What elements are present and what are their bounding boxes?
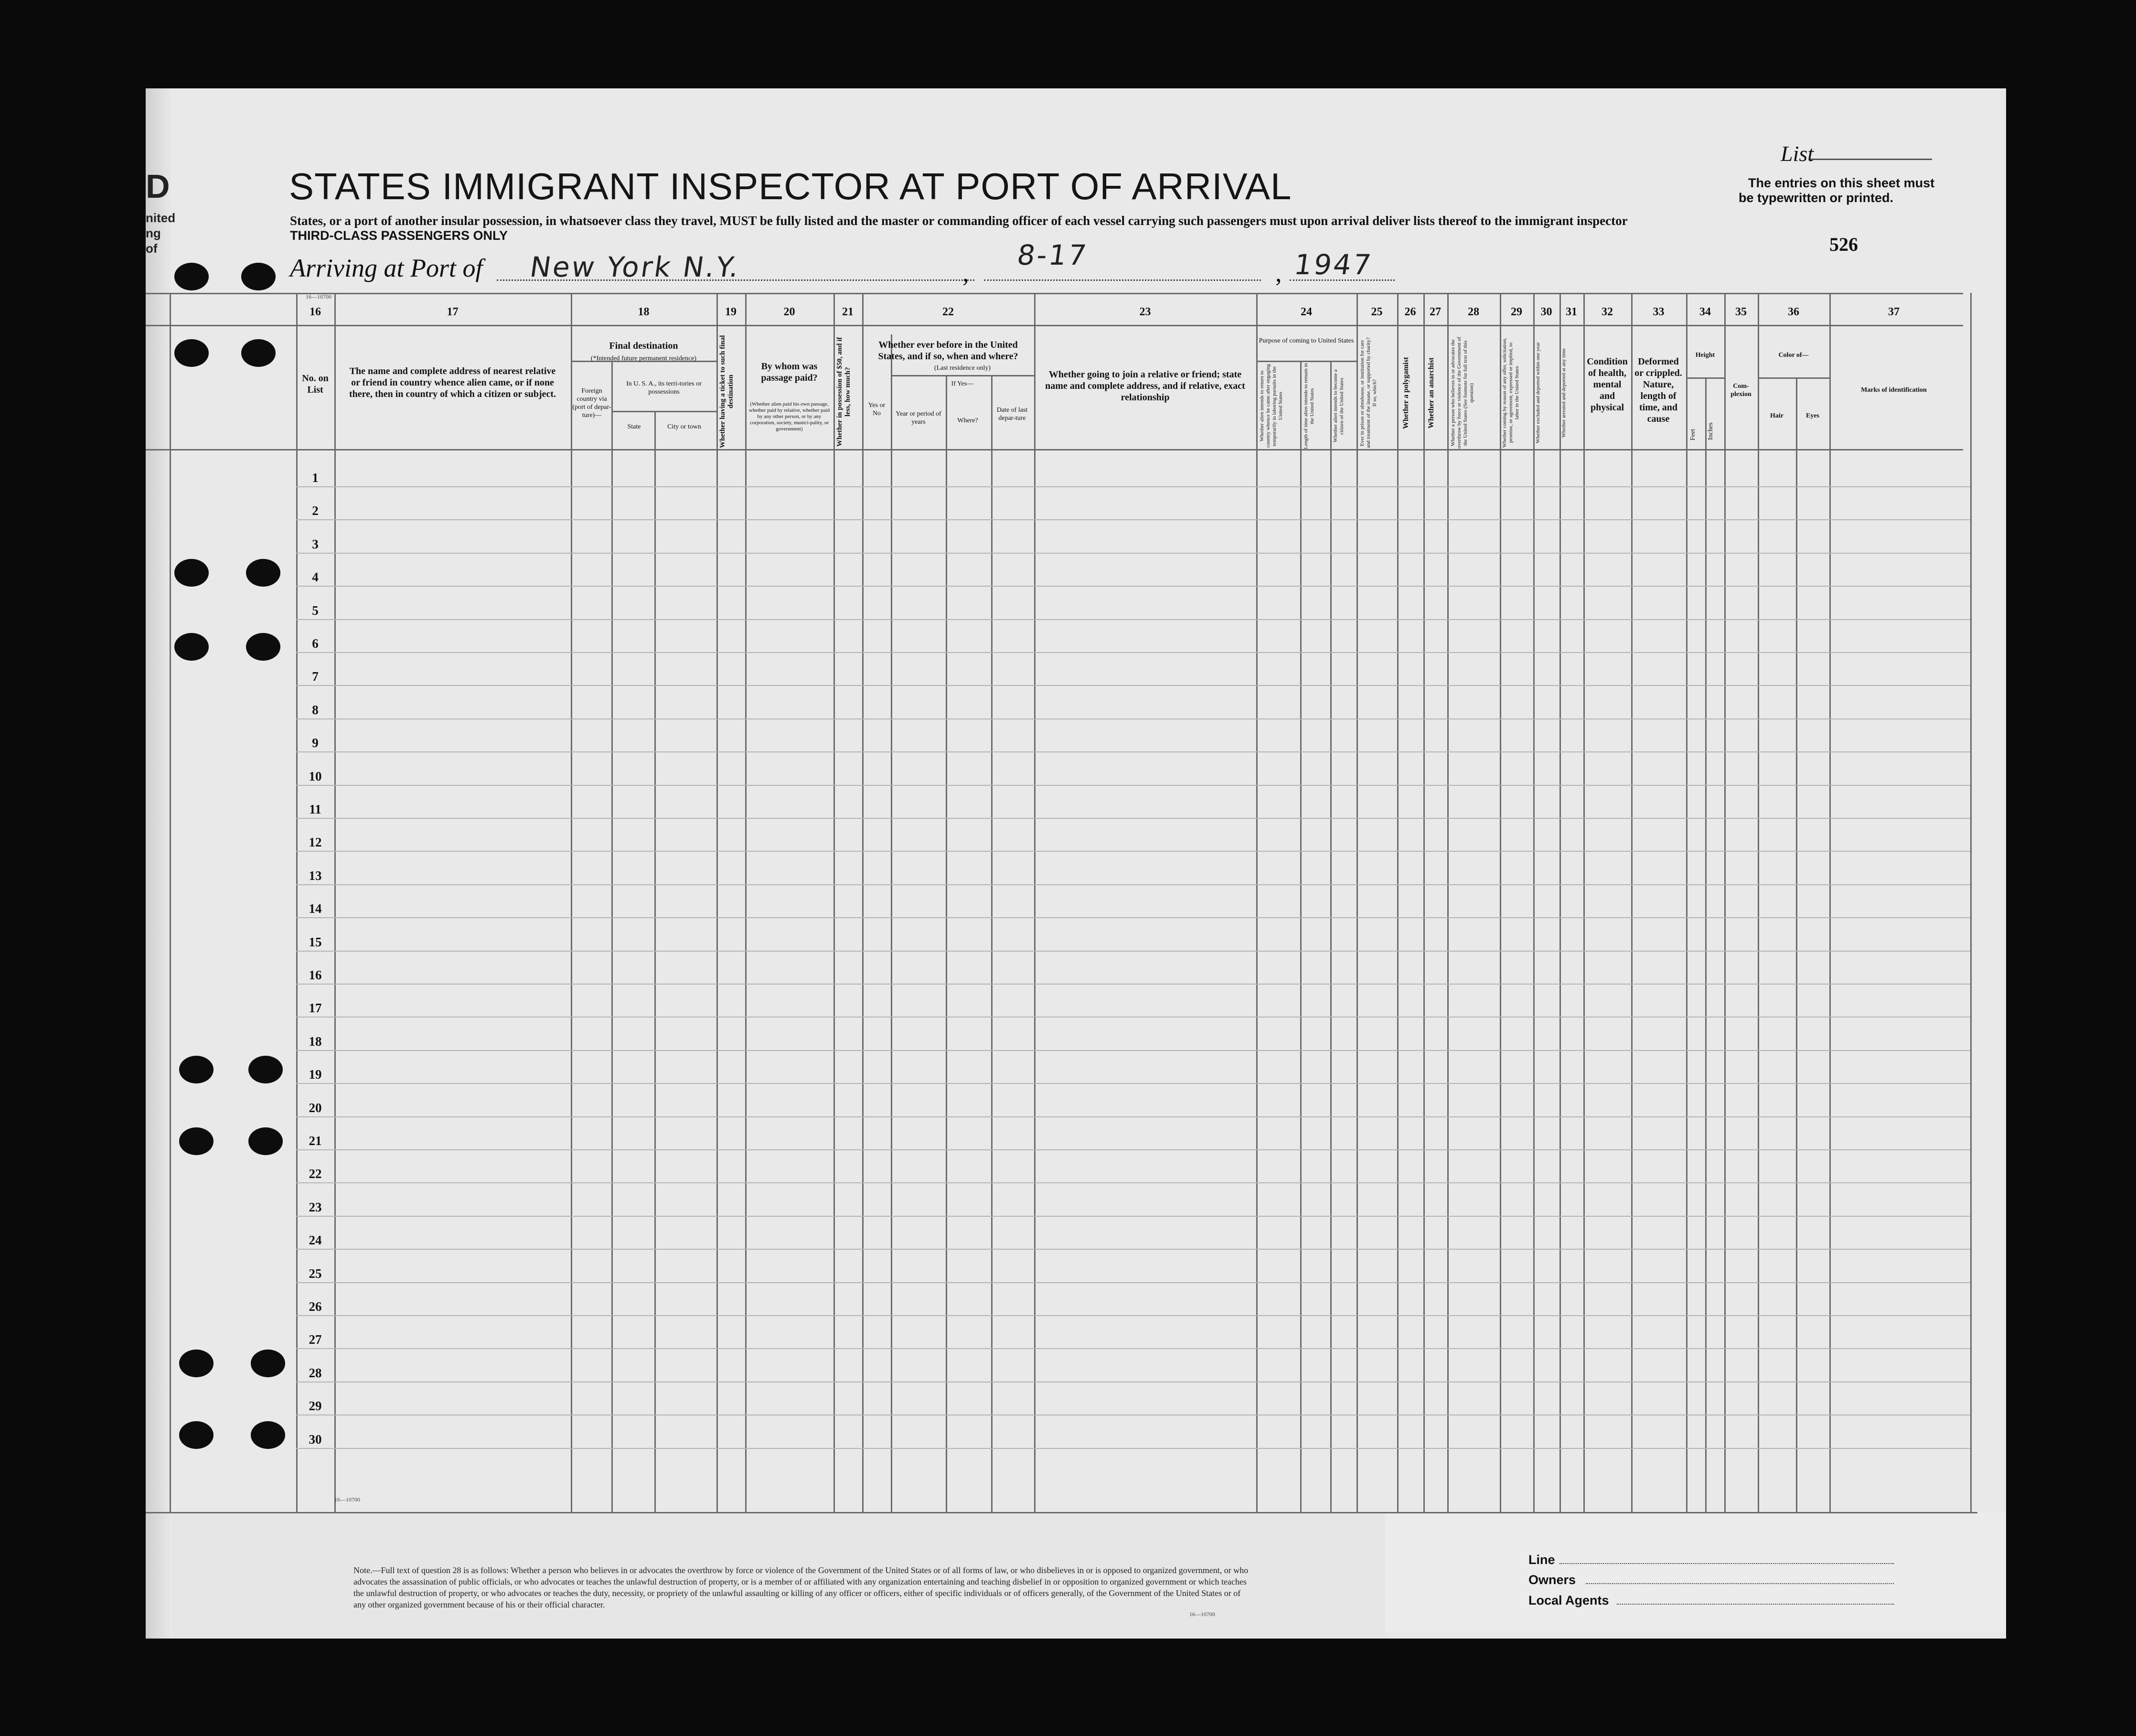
header-anarchist: Whether an anarchist <box>1427 357 1435 429</box>
row-number: 28 <box>309 1366 322 1380</box>
col-number-19: 19 <box>725 306 737 318</box>
col-number-37: 37 <box>1888 306 1900 318</box>
row-rule <box>296 1216 1970 1217</box>
row-rule <box>296 685 1970 686</box>
header-28: Whether a person who believes in or advocates the overthrow by force or violence of the Government of the United States (See footnote for full text of this question) <box>1450 337 1474 449</box>
header-height: Height <box>1695 352 1715 359</box>
row-rule <box>296 1315 1970 1316</box>
column-rule <box>1705 377 1707 1512</box>
header-year-period: Year or period of years <box>896 410 941 426</box>
row-number: 7 <box>312 669 319 684</box>
column-rule <box>1583 293 1585 1512</box>
col-number-34: 34 <box>1699 306 1711 318</box>
row-rule <box>296 1083 1970 1084</box>
header-ticket: Whether having a ticket to such final destination <box>719 335 735 449</box>
row-rule <box>296 951 1970 952</box>
header-before-in-us: Whether ever before in the United States, and if so, when and where? <box>878 340 1018 362</box>
row-rule <box>296 917 1970 918</box>
row-rule <box>296 851 1970 852</box>
row-number: 11 <box>309 802 321 816</box>
row-number: 3 <box>312 537 319 551</box>
punch-hole <box>246 559 280 587</box>
header-30: Whether excluded and deported within one year <box>1535 342 1541 444</box>
col-number-21: 21 <box>842 306 854 318</box>
header-passage-note: (Whether alien paid his own passage, whether paid by relative, whether paid by any other person, or by any corporation, society, munici-pality, or government) <box>748 401 830 432</box>
col-number-35: 35 <box>1735 306 1747 318</box>
col-number-20: 20 <box>783 306 795 318</box>
column-rule <box>1970 293 1972 1512</box>
header-29: Whether coming by reason of any offer, solicitation, promise, or agreement, expressed or implied, to labor in the United States <box>1502 338 1520 448</box>
row-rule <box>296 1348 1970 1349</box>
header-no-on-list: No. on List <box>302 373 329 395</box>
punch-hole <box>179 1421 214 1449</box>
rule-top <box>146 293 1963 294</box>
col-number-22: 22 <box>942 306 954 318</box>
header-polygamist: Whether a polygamist <box>1402 357 1410 429</box>
header-feet: Feet <box>1689 429 1697 441</box>
column-rule <box>946 375 947 1512</box>
rule-color <box>1758 377 1829 379</box>
stub-text-2: ng of <box>146 226 161 256</box>
punch-hole <box>241 339 276 367</box>
punch-hole <box>251 1350 285 1377</box>
sheet-bottom-margin-right <box>1385 1512 2006 1631</box>
row-rule <box>296 884 1970 885</box>
printer-mark-top: 16—10700 <box>306 293 331 300</box>
row-number: 6 <box>312 636 319 651</box>
header-foreign-country: Foreign country via (port of depar-ture)— <box>572 387 611 419</box>
year-handwritten: 1947 <box>1292 248 1375 281</box>
entries-note-2: be typewritten or printed. <box>1739 191 1894 205</box>
column-rule <box>170 293 171 1512</box>
row-rule <box>296 1249 1970 1250</box>
column-rule <box>991 375 993 1512</box>
row-number: 24 <box>309 1233 322 1247</box>
row-number: 15 <box>309 935 322 949</box>
punch-hole <box>174 633 209 661</box>
col-number-30: 30 <box>1540 306 1552 318</box>
header-city: City or town <box>667 423 701 430</box>
row-number: 13 <box>309 868 322 883</box>
column-rule <box>1829 293 1831 1512</box>
column-rule <box>1447 293 1449 1512</box>
footnote: Note.—Full text of question 28 is as follows: Whether a person who believes in or advocates the overthrow by force or violence of the Government of the United States or of all forms of law, or who disbelieves in or is opposed to organized government, or who advocates the assassination of public officials, or who advocates or teaches the unlawful destruction of property, or is a member of or affiliated with any organization entertaining and teaching disbelief in or opposition to organized government or which teaches the unlawful destruction of property, or who advocates or teaches the duty, necessity, or propriety of the unlawful assaulting or killing of any officer or officers, either of specific individuals or of officers generally, of the Government of the United States or of any other organized government because of his or their official character. <box>353 1565 1249 1609</box>
column-rule <box>334 293 336 1512</box>
header-color-of: Color of— <box>1778 352 1809 359</box>
row-number: 25 <box>309 1266 322 1281</box>
col-number-28: 28 <box>1468 306 1479 318</box>
col-number-24: 24 <box>1301 306 1312 318</box>
sig-line-field <box>1559 1563 1894 1564</box>
column-rule <box>891 334 892 1512</box>
column-rule <box>1397 293 1399 1512</box>
column-rule <box>1356 293 1358 1512</box>
rule-colnum <box>146 325 1963 326</box>
row-rule <box>296 519 1970 520</box>
header-intended-residence: (*Intended future permanent residence) <box>590 355 697 362</box>
row-number: 2 <box>312 504 319 518</box>
list-label: List <box>1781 141 1814 166</box>
col-number-23: 23 <box>1139 306 1151 318</box>
row-number: 30 <box>309 1432 322 1447</box>
sig-owners-field <box>1586 1583 1894 1584</box>
row-rule <box>296 652 1970 653</box>
header-state: State <box>627 423 641 430</box>
row-rule <box>296 818 1970 819</box>
row-number: 26 <box>309 1299 322 1314</box>
column-rule <box>1559 293 1561 1512</box>
row-rule <box>296 1017 1970 1018</box>
row-rule <box>296 586 1970 587</box>
col-number-26: 26 <box>1404 306 1416 318</box>
row-rule <box>296 1282 1970 1283</box>
sig-agents-label: Local Agents <box>1528 1593 1609 1607</box>
rule-ifyes <box>891 375 1034 376</box>
row-number: 4 <box>312 570 319 584</box>
header-purpose: Purpose of coming to United States <box>1259 337 1354 344</box>
col-number-36: 36 <box>1788 306 1799 318</box>
col-number-18: 18 <box>638 306 650 318</box>
sig-line-label: Line <box>1528 1553 1555 1567</box>
header-last-residence: (Last residence only) <box>934 364 991 372</box>
passenger-class: THIRD-CLASS PASSENGERS ONLY <box>290 228 508 243</box>
punch-hole <box>248 1127 283 1155</box>
header-31: Whether arrested and deported at any time <box>1561 348 1567 438</box>
col-number-32: 32 <box>1602 306 1613 318</box>
header-if-yes: If Yes— <box>951 380 974 387</box>
row-number: 21 <box>309 1134 322 1148</box>
row-number: 14 <box>309 901 322 916</box>
date-line <box>984 279 1261 281</box>
page-subtitle: States, or a port of another insular possession, in whatsoever class they travel, MUST be fully listed and the master or commanding officer of each vessel carrying such passengers must upon arrival deliver lists thereof to the immigrant inspector <box>290 214 1628 228</box>
rule-header-bottom <box>146 449 1963 450</box>
col-number-27: 27 <box>1430 306 1441 318</box>
row-rule <box>296 751 1970 752</box>
row-number: 22 <box>309 1167 322 1181</box>
header-date-departure: Date of last depar-ture <box>996 407 1028 422</box>
col-number-16: 16 <box>310 306 321 318</box>
row-rule <box>296 785 1970 786</box>
column-rule <box>716 293 718 1512</box>
row-number: 20 <box>309 1101 322 1115</box>
row-rule <box>296 619 1970 620</box>
printer-mark-footnote: 16—10700 <box>1189 1611 1215 1618</box>
sig-owners-label: Owners <box>1528 1573 1576 1587</box>
header-final-destination: Final destination <box>609 341 678 351</box>
column-rule <box>1423 293 1425 1512</box>
punch-hole <box>174 559 209 587</box>
row-number: 19 <box>309 1067 322 1082</box>
row-number: 1 <box>312 471 319 485</box>
header-eyes: Eyes <box>1806 412 1819 419</box>
header-passage-paid: By whom was passage paid? <box>761 361 818 383</box>
row-rule <box>296 1149 1970 1150</box>
punch-hole <box>179 1350 214 1377</box>
list-number-line <box>1810 159 1932 160</box>
column-rule <box>833 293 835 1512</box>
row-rule <box>296 486 1970 487</box>
header-24c: Whether alien intends to become a citizen of the United States <box>1333 369 1345 443</box>
stub-text-1: nited <box>146 211 176 225</box>
column-rule <box>1533 293 1535 1512</box>
punch-hole <box>241 263 276 290</box>
column-rule <box>745 293 747 1512</box>
row-rule <box>296 1116 1970 1117</box>
punch-hole <box>246 633 280 661</box>
header-24a: Whether alien intends to return to country whence he came after engaging temporarily in laboring pursuits in the United States <box>1259 364 1283 448</box>
header-marks: Marks of identification <box>1861 386 1927 394</box>
entries-note-1: The entries on this sheet must <box>1748 176 1935 190</box>
col-number-31: 31 <box>1566 306 1577 318</box>
column-rule <box>1631 293 1633 1512</box>
header-24b: Length of time alien intends to remain in the United States <box>1303 363 1315 449</box>
rule-bottom <box>146 1512 1977 1513</box>
port-handwritten: New York N.Y. <box>528 251 743 283</box>
date-handwritten: 8-17 <box>1015 239 1090 271</box>
column-rule <box>611 361 613 1512</box>
column-rule <box>1256 293 1258 1512</box>
column-rule <box>571 293 572 1512</box>
header-where: Where? <box>957 417 978 424</box>
row-number: 10 <box>309 769 322 783</box>
header-yes-no: Yes or No <box>868 402 886 417</box>
row-rule <box>296 984 1970 985</box>
rule-purpose <box>1256 361 1356 362</box>
header-hair: Hair <box>1770 412 1784 419</box>
stub-letter: D <box>146 168 170 205</box>
column-rule <box>1330 361 1332 1512</box>
printer-mark-bottom: 16—10700 <box>334 1496 360 1503</box>
punch-hole <box>179 1056 214 1083</box>
header-in-usa: In U. S. A., its terri-tories or possessions <box>626 380 702 396</box>
col-number-29: 29 <box>1511 306 1522 318</box>
row-rule <box>296 718 1970 719</box>
row-number: 16 <box>309 968 322 982</box>
header-health: Condition of health, mental and physical <box>1587 356 1628 413</box>
header-money: Whether in possession of $50, and if less, how much? <box>836 337 852 447</box>
punch-hole <box>251 1421 285 1449</box>
sig-agents-field <box>1617 1604 1894 1605</box>
row-rule <box>296 1182 1970 1183</box>
punch-hole <box>179 1127 214 1155</box>
row-number: 23 <box>309 1200 322 1214</box>
row-number: 8 <box>312 703 319 717</box>
col-number-17: 17 <box>447 306 459 318</box>
column-rule <box>1034 293 1036 1512</box>
comma-2: , <box>1275 258 1282 287</box>
sheet-fold-shadow <box>146 88 172 1639</box>
comma-1: , <box>962 258 969 287</box>
column-rule <box>862 293 864 1512</box>
manifest-sheet <box>146 88 2006 1639</box>
column-rule <box>1686 293 1687 1512</box>
row-number: 29 <box>309 1399 322 1413</box>
column-rule <box>1500 293 1501 1512</box>
row-number: 12 <box>309 835 322 849</box>
header-complexion: Com-plexion <box>1730 383 1752 398</box>
row-number: 18 <box>309 1034 322 1049</box>
punch-hole <box>174 339 209 367</box>
header-relative-join: Whether going to join a relative or friend; state name and complete address, and if relative, exact relationship <box>1045 369 1245 403</box>
column-rule <box>654 411 656 1512</box>
arriving-label: Arriving at Port of <box>290 254 483 282</box>
header-25: Ever in prison or almshouse, or institution for care and treatment of the insane, or supported by charity? If so, which? <box>1359 337 1378 449</box>
header-inches: Inches <box>1707 422 1714 440</box>
col-number-25: 25 <box>1371 306 1383 318</box>
page-title: STATES IMMIGRANT INSPECTOR AT PORT OF ARRIVAL <box>289 165 1292 207</box>
row-number: 27 <box>309 1332 322 1347</box>
punch-hole <box>248 1056 283 1083</box>
sheet-number: 526 <box>1829 234 1858 255</box>
header-deformed: Deformed or crippled. Nature, length of time, and cause <box>1634 356 1682 424</box>
row-number: 17 <box>309 1001 322 1015</box>
column-rule <box>1724 293 1726 1512</box>
header-nearest-relative: The name and complete address of nearest relative or friend in country whence alien came, or if none there, then in country of which a citizen or subject. <box>349 366 556 399</box>
entries-note <box>1739 176 1934 205</box>
row-rule <box>296 1050 1970 1051</box>
row-rule <box>296 1448 1970 1449</box>
column-rule <box>1300 361 1302 1512</box>
row-number: 5 <box>312 603 319 618</box>
column-rule <box>1796 377 1797 1512</box>
punch-hole <box>174 263 209 290</box>
column-rule <box>1758 293 1759 1512</box>
col-number-33: 33 <box>1653 306 1665 318</box>
row-number: 9 <box>312 736 319 750</box>
row-rule <box>296 553 1970 554</box>
rule-usa-sub <box>611 411 716 412</box>
